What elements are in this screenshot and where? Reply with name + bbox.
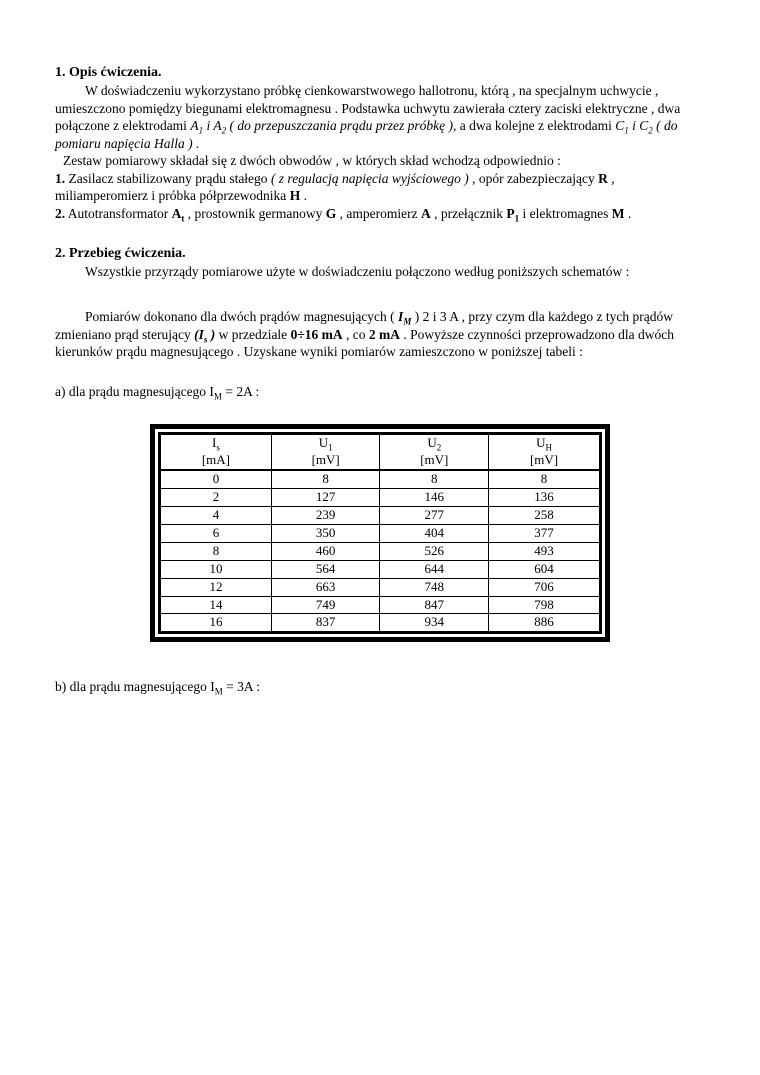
column-header-uh: $U_H$ [mV] xyxy=(489,434,601,470)
table-cell: 837 xyxy=(271,614,380,633)
table-cell: 604 xyxy=(489,560,601,578)
table-cell: 258 xyxy=(489,507,601,525)
table-cell: 847 xyxy=(380,596,489,614)
table-cell: 146 xyxy=(380,489,489,507)
table-cell: 663 xyxy=(271,578,380,596)
section-2-heading: 2. Przebieg ćwiczenia. xyxy=(55,245,186,261)
table-a-caption: a) dla prądu magnesującego $I_M = 2A$ : xyxy=(55,383,260,402)
table-cell: 886 xyxy=(489,614,601,633)
table-row xyxy=(160,470,601,488)
table-row xyxy=(160,596,601,614)
table-cell: 526 xyxy=(380,542,489,560)
measurement-table-header xyxy=(160,434,601,470)
column-header-u1: $U_1$ [mV] xyxy=(271,434,380,470)
section-2-paragraph-1: Wszystkie przyrządy pomiarowe użyte w doświadczeniu połączono według poniższych schematów : xyxy=(85,263,630,279)
table-b-caption: b) dla prądu magnesującego $I_M = 3A$ : xyxy=(55,679,260,697)
table-cell: 239 xyxy=(271,507,380,525)
table-cell: 8 xyxy=(489,470,601,488)
table-header-row xyxy=(160,434,601,470)
table-cell: 404 xyxy=(380,524,489,542)
section-1-heading: 1. Opis ćwiczenia. xyxy=(55,65,162,80)
table-cell: 644 xyxy=(380,560,489,578)
table-cell: 460 xyxy=(271,542,380,560)
table-cell: 8 xyxy=(380,470,489,488)
table-cell: 564 xyxy=(271,560,380,578)
table-cell: 2 xyxy=(160,489,272,507)
section-1-paragraph-2: Zestaw pomiarowy składał się z dwóch obwodów , w których skład wchodzą odpowiednio : xyxy=(63,153,561,169)
measurement-description-paragraph: Pomiarów dokonano dla dwóch prądów magnesujących ( $I_M$ ) 2 i 3 A , przy czym dla każdego z tych prądów zmieniano prąd sterujący ($I_s$ ) w przedziale 0÷16 mA , co 2 mA . Powyższe czynności przeprowadzono dla dwóch kierunków prądu magnesującego . Uzyskane wyniki pomiarów zamieszczono w poniższej tabeli : xyxy=(55,309,675,360)
table-cell: 377 xyxy=(489,524,601,542)
table-row xyxy=(160,489,601,507)
table-cell: 14 xyxy=(160,596,272,614)
measurement-table xyxy=(158,432,602,634)
table-row xyxy=(160,560,601,578)
table-cell: 749 xyxy=(271,596,380,614)
table-cell: 706 xyxy=(489,578,601,596)
table-cell: 934 xyxy=(380,614,489,633)
table-row xyxy=(160,524,601,542)
table-row xyxy=(160,614,601,633)
section-1-paragraph-1: W doświadczeniu wykorzystano próbkę cienkowarstwowego hallotronu, którą , na specjalnym uchwycie , umieszczono pomiędzy biegunami elektromagnesu . Podstawka uchwytu zawierała cztery zaciski elektryczne , dwa połączone z elektrodami $A_1$ i $A_2$ ( do przepuszczania prądu przez próbkę ), a dwa kolejne z elektrodami $C_1$ i $C_2$ ( do pomiaru napięcia Halla ) . xyxy=(55,83,681,151)
measurement-table-body xyxy=(160,470,601,633)
table-cell: 493 xyxy=(489,542,601,560)
table-cell: 8 xyxy=(160,542,272,560)
table-cell: 16 xyxy=(160,614,272,633)
table-cell: 350 xyxy=(271,524,380,542)
table-cell: 127 xyxy=(271,489,380,507)
table-cell: 6 xyxy=(160,524,272,542)
circuit-list-item-2: 2. Autotransformator $A_t$ , prostownik germanowy G , amperomierz A , przełącznik $P_1$ i elektromagnes M . xyxy=(55,206,632,224)
column-header-u2: $U_2$ [mV] xyxy=(380,434,489,470)
circuit-list-item-1: 1. Zasilacz stabilizowany prądu stałego ( z regulacją napięcia wyjściowego ) , opór zabezpieczający R , miliamperomierz i próbka półprzewodnika H . xyxy=(55,170,615,204)
table-cell: 12 xyxy=(160,578,272,596)
table-cell: 0 xyxy=(160,470,272,488)
table-row xyxy=(160,542,601,560)
table-cell: 10 xyxy=(160,560,272,578)
table-cell: 277 xyxy=(380,507,489,525)
table-cell: 748 xyxy=(380,578,489,596)
table-row xyxy=(160,578,601,596)
table-row xyxy=(160,507,601,525)
measurement-table-frame xyxy=(150,424,610,642)
table-cell: 8 xyxy=(271,470,380,488)
column-header-is: $I_s$ [mA] xyxy=(160,434,272,470)
table-cell: 4 xyxy=(160,507,272,525)
table-cell: 136 xyxy=(489,489,601,507)
table-cell: 798 xyxy=(489,596,601,614)
